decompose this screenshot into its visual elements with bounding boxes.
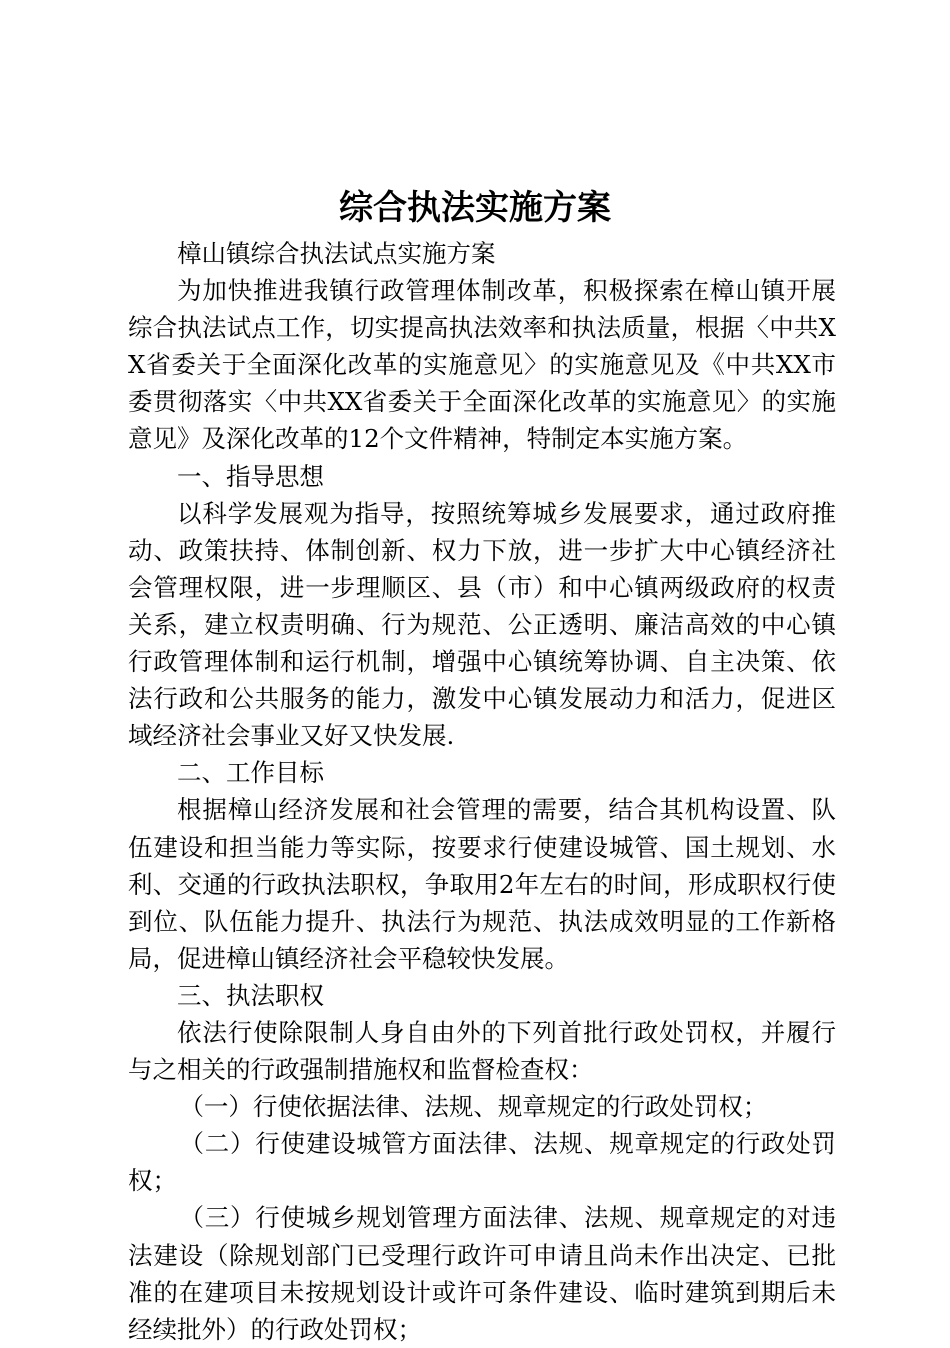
intro-paragraph: 为加快推进我镇行政管理体制改革，积极探索在樟山镇开展综合执法试点工作，切实提高执法效率和执法质量，根据〈中共XX省委关于全面深化改革的实施意见〉的实施意见及《中共XX市委贯彻落实〈中共XX省委关于全面深化改革的实施意见〉的实施意见》及深化改革的12个文件精神，特制定本实施方案。 — [128, 276, 836, 454]
section-heading-enforcement-powers: 三、执法职权 — [177, 980, 324, 1010]
section-heading-guiding-thought: 一、指导思想 — [177, 461, 324, 491]
document-body — [128, 235, 836, 1348]
enforcement-powers-paragraph: 依法行使除限制人身自由外的下列首批行政处罚权，并履行与之相关的行政强制措施权和监督检查权： — [128, 1017, 836, 1085]
list-item-2: （二）行使建设城管方面法律、法规、规章规定的行政处罚权； — [128, 1129, 836, 1196]
subtitle-paragraph: 樟山镇综合执法试点实施方案 — [177, 239, 496, 268]
guiding-thought-paragraph: 以科学发展观为指导，按照统筹城乡发展要求，通过政府推动、政策扶持、体制创新、权力下放，进一步扩大中心镇经济社会管理权限，进一步理顺区、县（市）和中心镇两级政府的权责关系，建立权责明确、行为规范、公正透明、廉洁高效的中心镇行政管理体制和运行机制，增强中心镇统筹协调、自主决策、依法行政和公共服务的能力，激发中心镇发展动力和活力，促进区域经济社会事业又好又快发展. — [128, 498, 836, 751]
list-item-1: （一）行使依据法律、法规、规章规定的行政处罚权； — [179, 1092, 768, 1122]
section-heading-work-goals: 二、工作目标 — [177, 758, 324, 788]
work-goals-paragraph: 根据樟山经济发展和社会管理的需要，结合其机构设置、队伍建设和担当能力等实际，按要求行使建设城管、国土规划、水利、交通的行政执法职权，争取用2年左右的时间，形成职权行使到位、队伍能力提升、执法行为规范、执法成效明显的工作新格局，促进樟山镇经济社会平稳较快发展。 — [128, 795, 836, 973]
document-title: 综合执法实施方案 — [339, 188, 611, 228]
list-item-3: （三）行使城乡规划管理方面法律、法规、规章规定的对违法建设（除规划部门已受理行政许可申请且尚未作出决定、已批准的在建项目未按规划设计或许可条件建设、临时建筑到期后未经续批外）的行政处罚权； — [128, 1203, 836, 1344]
